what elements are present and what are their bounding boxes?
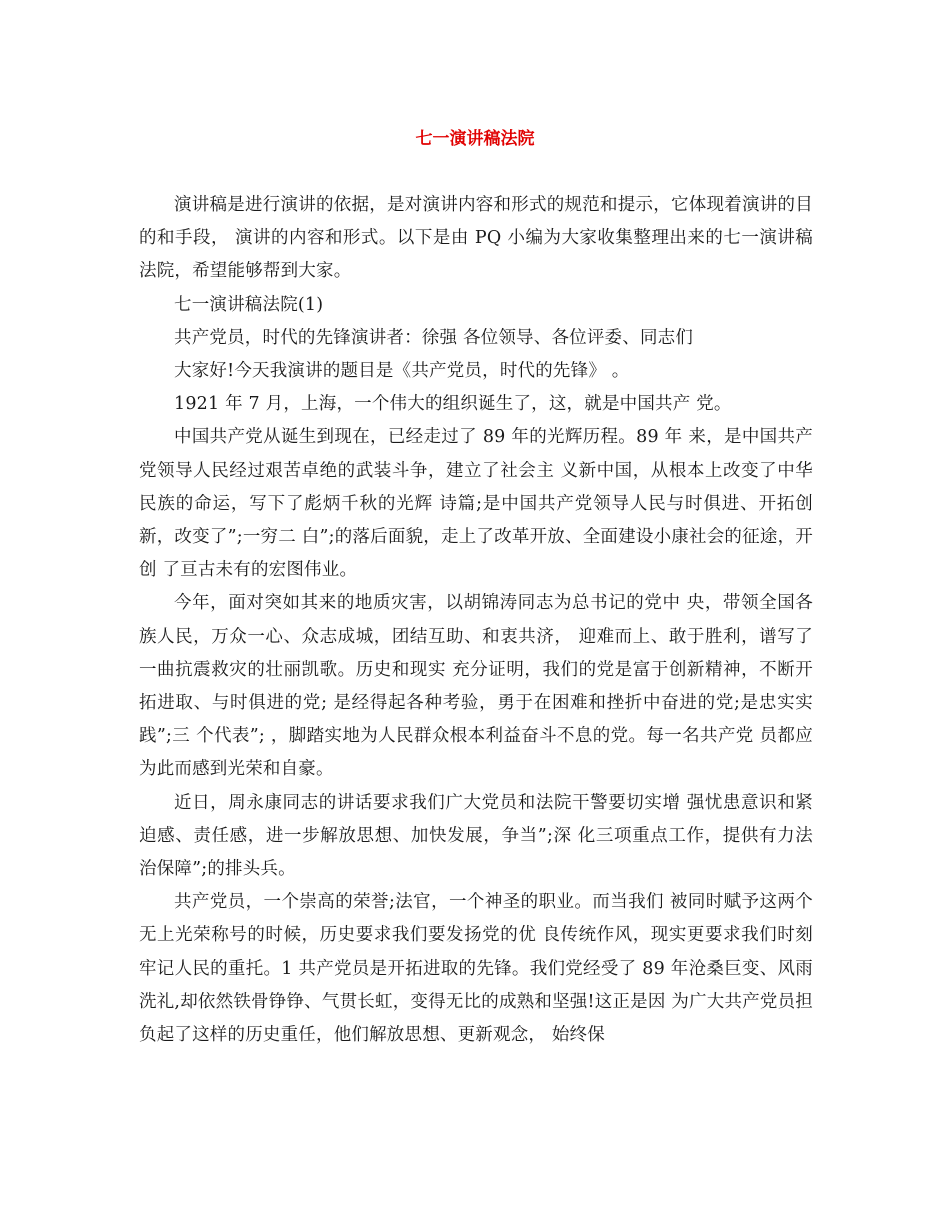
- paragraph: 今年，面对突如其来的地质灾害，以胡锦涛同志为总书记的党中 央，带领全国各族人民，万众一心、众志成城，团结互助、和衷共济， 迎难而上、敢于胜利，谱写了一曲抗震救灾的壮丽凯歌。历史和现实 充分证明，我们的党是富于创新精神，不断开拓进取、与时俱进的党; 是经得起各种考验，勇于在困难和挫折中奋进的党;是忠实实践”;三 个代表”; ，脚踏实地为人民群众根本利益奋斗不息的党。每一名共产党 员都应为此而感到光荣和自豪。: [139, 593, 813, 780]
- paragraph: 共产党员，一个崇高的荣誉;法官，一个神圣的职业。而当我们 被同时赋予这两个无上光荣称号的时候，历史要求我们要发扬党的优 良传统作风，现实更要求我们时刻牢记人民的重托。1 共产党员是开拓进取的先锋。我们党经受了 89 年沧桑巨变、风雨 洗礼,却依然铁骨铮铮、气贯长虹，变得无比的成熟和坚强!这正是因 为广大共产党员担负起了这样的历史重任，他们解放思想、更新观念， 始终保: [139, 892, 813, 1046]
- paragraph: 近日，周永康同志的讲话要求我们广大党员和法院干警要切实增 强忧患意识和紧迫感、责任感，进一步解放思想、加快发展，争当”;深 化三项重点工作，提供有力法治保障”;的排头兵。: [139, 792, 813, 880]
- document-title: 七一演讲稿法院: [415, 129, 535, 149]
- paragraph: 中国共产党从诞生到现在，已经走过了 89 年的光辉历程。89 年 来，是中国共产党领导人民经过艰苦卓绝的武装斗争，建立了社会主 义新中国，从根本上改变了中华民族的命运，写下了彪炳千秋的光辉 诗篇;是中国共产党领导人民与时俱进、开拓创新，改变了”;一穷二 白”;的落后面貌，走上了改革开放、全面建设小康社会的征途，开创 了亘古未有的宏图伟业。: [139, 427, 813, 581]
- paragraph: 大家好!今天我演讲的题目是《共产党员，时代的先锋》 。: [174, 361, 630, 382]
- paragraph: 共产党员，时代的先锋演讲者：徐强 各位领导、各位评委、同志们: [174, 327, 694, 348]
- paragraph: 演讲稿是进行演讲的依据，是对演讲内容和形式的规范和提示，它体现着演讲的目的和手段， 演讲的内容和形式。以下是由 PQ 小编为大家收集整理出来的七一演讲稿法院，希望能够帮到大家。: [139, 195, 813, 282]
- document-body: [139, 189, 813, 1052]
- paragraph: 七一演讲稿法院(1): [174, 294, 324, 315]
- paragraph: 1921 年 7 月，上海，一个伟大的组织诞生了，这，就是中国共产 党。: [174, 394, 732, 415]
